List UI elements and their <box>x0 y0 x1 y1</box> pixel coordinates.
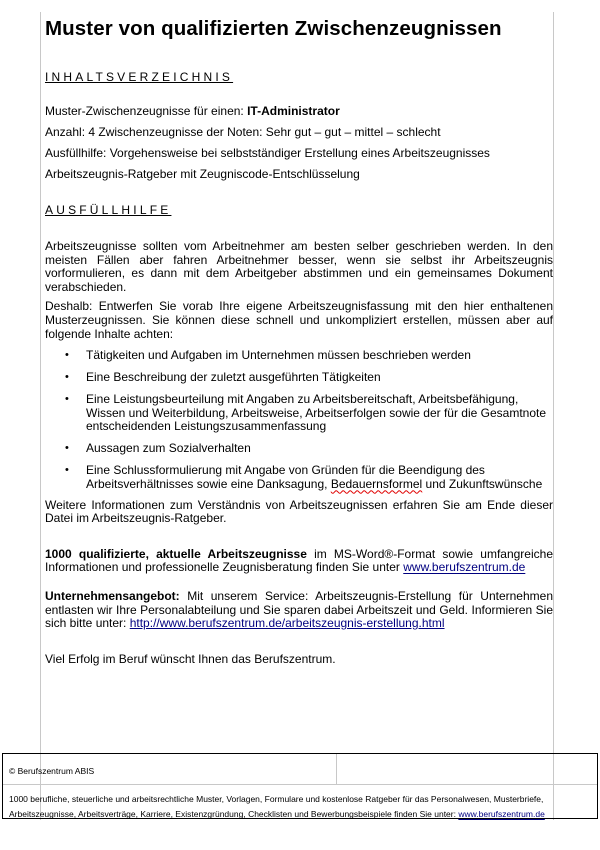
footer-divider <box>3 784 597 785</box>
toc-line-count: Anzahl: 4 Zwischenzeugnisse der Noten: Sehr gut – gut – mittel – schlecht <box>45 125 441 139</box>
bullet-icon: • <box>65 442 69 455</box>
company-offer-label: Unternehmensangebot: <box>45 588 180 603</box>
bullet-icon: • <box>65 463 69 476</box>
footer-divider <box>336 754 337 784</box>
promo-highlight: 1000 qualifizierte, aktuelle Arbeitszeugnisse <box>45 546 307 561</box>
list-item: • Eine Beschreibung der zuletzt ausgeführten Tätigkeiten <box>65 369 381 384</box>
profession-name: IT-Administrator <box>247 104 340 118</box>
fill-help-paragraph-3: Weitere Informationen zum Verständnis von Arbeitszeugnissen erfahren Sie am Ende dieser Datei im Arbeitszeugnis-Ratgeber. <box>45 497 553 526</box>
page-footer <box>2 753 598 819</box>
list-item: • Eine Leistungsbeurteilung mit Angaben zu Arbeitsbereitschaft, Arbeitsbefähigung, Wissen und Weiterbildung, Arbeitsweise, Arbeitserfolgen sowie der für die Gesamtnote entscheidenden Leistungszusammenfassung <box>65 391 547 434</box>
content-requirements-list <box>45 349 553 491</box>
bullet-icon: • <box>65 392 69 405</box>
list-item: • Aussagen zum Sozialverhalten <box>65 441 251 456</box>
list-item: • Eine Schlussformulierung mit Angabe von Gründen für die Beendigung des Arbeitsverhältnisses sowie eine Danksagung, Bedauernsformel und Zukunftswünsche <box>65 462 543 491</box>
promo-paragraph: 1000 qualifizierte, aktuelle Arbeitszeugnisse im MS-Word®-Format sowie umfangreiche Informationen und professionelle Zeugnisberatung finden Sie unter www.berufszentrum.de <box>45 546 553 575</box>
fill-help-paragraph-1: Arbeitszeugnisse sollten vom Arbeitnehmer am besten selber geschrieben werden. In den meisten Fällen aber fahren Arbeitnehmer besser, wenn sie selbst ihr Arbeitszeugnis vorformulieren, es dann mit dem Arbeitgeber abstimmen und ein gemeinsames Dokument verabschieden. <box>45 239 553 294</box>
footer-link[interactable]: www.berufszentrum.de <box>458 809 545 819</box>
footer-copyright: © Berufszentrum ABIS <box>9 766 95 776</box>
closing-line: Viel Erfolg im Beruf wünscht Ihnen das Berufszentrum. <box>45 651 336 666</box>
toc-line-fill-help: Ausfüllhilfe: Vorgehensweise bei selbstständiger Erstellung eines Arbeitszeugnisses <box>45 146 490 160</box>
fill-help-heading: AUSFÜLLHILFE <box>45 203 172 217</box>
spellcheck-word: Bedauernsformel <box>330 476 423 491</box>
document-content <box>45 16 553 667</box>
fill-help-paragraph-2: Deshalb: Entwerfen Sie vorab Ihre eigene Arbeitszeugnisfassung mit den hier enthaltenen Musterzeugnissen. Sie können diese schnell und unkompliziert erstellen, müssen aber auf folgende Inhalte achten: <box>45 299 553 341</box>
company-offer-paragraph: Unternehmensangebot: Mit unserem Service: Arbeitszeugnis-Erstellung für Unternehmen entlasten wir Ihre Personalabteilung und Sie sparen dabei Arbeitszeit und Geld. Informieren Sie sich bitte unter: http://www.berufszentrum.de/arbeitszeugnis-erstellung.html <box>45 588 553 631</box>
list-item: • Tätigkeiten und Aufgaben im Unternehmen müssen beschrieben werden <box>65 348 471 363</box>
toc-heading: INHALTSVERZEICHNIS <box>45 70 234 84</box>
company-offer-link[interactable]: http://www.berufszentrum.de/arbeitszeugnis-erstellung.html <box>129 616 445 631</box>
toc-line-guide: Arbeitszeugnis-Ratgeber mit Zeugniscode-Entschlüsselung <box>45 167 360 181</box>
promo-link[interactable]: www.berufszentrum.de <box>403 560 526 575</box>
bullet-icon: • <box>65 349 69 362</box>
footer-text: 1000 berufliche, steuerliche und arbeitsrechtliche Muster, Vorlagen, Formulare und kostenlose Ratgeber für das Personalwesen, Musterbriefe, Arbeitszeugnisse, Arbeitsverträge, Karriere, Existenzgründung, Checklisten und Bewerbungsbeispiele finden Sie unter: www.berufszentrum.de <box>9 794 545 819</box>
toc-line-profession: Muster-Zwischenzeugnisse für einen: IT-Administrator <box>45 104 340 118</box>
document-title: Muster von qualifizierten Zwischenzeugnissen <box>45 17 502 40</box>
bullet-icon: • <box>65 370 69 383</box>
